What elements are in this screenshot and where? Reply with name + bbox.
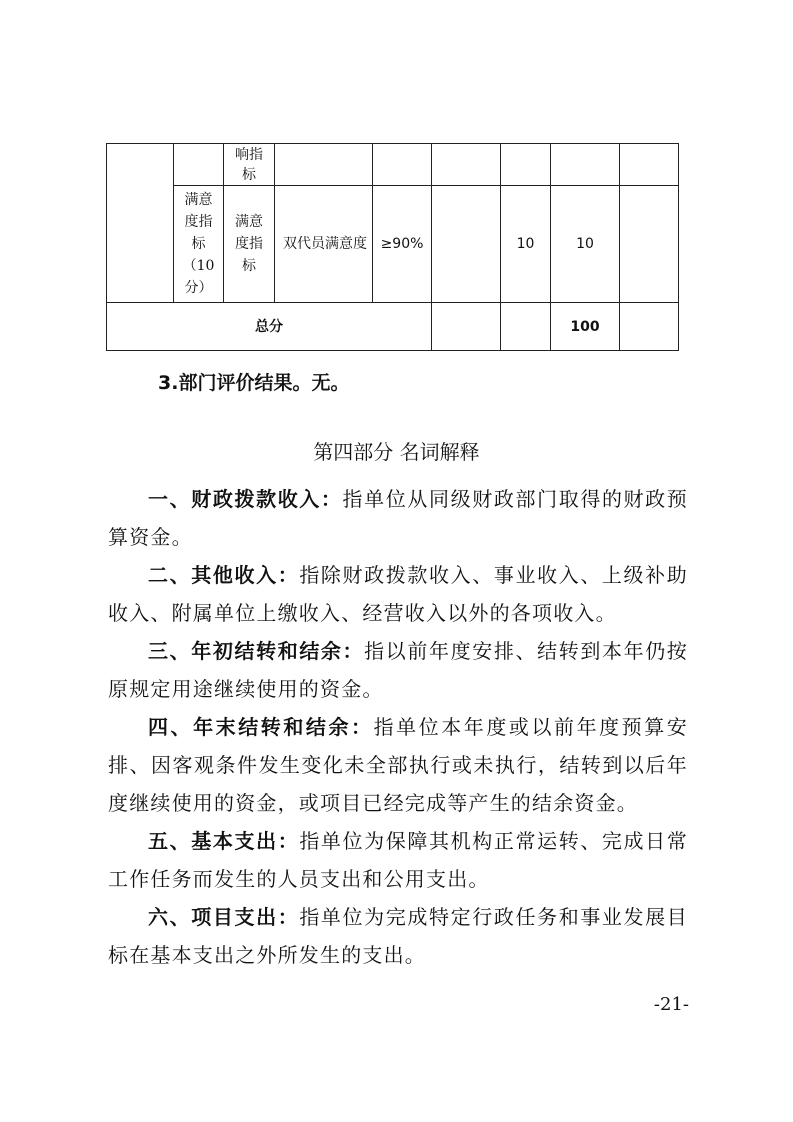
table-cell: 10	[501, 186, 551, 303]
table-cell	[432, 186, 501, 303]
table-cell: ≥90%	[373, 186, 432, 303]
table-cell	[620, 144, 679, 186]
definition-item	[108, 556, 688, 632]
definition-term: 四、年末结转和结余：	[148, 715, 374, 739]
definition-item	[108, 898, 688, 974]
table-cell	[501, 303, 551, 351]
definition-item	[108, 480, 688, 556]
definition-text: 指单位为完成特定行政任务和事业发展目标在基本支出之外所发生的支出。	[108, 905, 688, 967]
table-cell	[501, 144, 551, 186]
definition-text: 指以前年度安排、结转到本年仍按原规定用途继续使用的资金。	[108, 639, 689, 701]
performance-score-table	[106, 143, 679, 351]
definition-item	[108, 708, 688, 822]
definition-term: 二、其他收入：	[148, 563, 300, 587]
section-heading: 第四部分 名词解释	[313, 440, 480, 464]
definition-text: 指单位为保障其机构正常运转、完成日常工作任务而发生的人员支出和公用支出。	[108, 829, 688, 891]
table-cell: 10	[551, 186, 620, 303]
definition-item	[108, 822, 688, 898]
table-cell	[620, 186, 679, 303]
total-score: 100	[551, 303, 620, 351]
table-cell	[174, 144, 224, 186]
table-row-total	[107, 303, 679, 351]
table-cell	[275, 144, 373, 186]
definition-term: 三、年初结转和结余：	[148, 639, 365, 663]
table-cell: 满意度指标	[224, 186, 275, 303]
definition-text: 指单位从同级财政部门取得的财政预算资金。	[108, 487, 688, 549]
page-number: -21-	[653, 994, 689, 1015]
definition-text: 指单位本年度或以前年度预算安排、因客观条件发生变化未全部执行或未执行，结转到以后年度继续使用的资金，或项目已经完成等产生的结余资金。	[108, 715, 688, 815]
definitions-list	[108, 480, 688, 974]
table-cell	[373, 144, 432, 186]
table-cell	[620, 303, 679, 351]
definition-term: 五、基本支出：	[148, 829, 300, 853]
table-row	[107, 186, 679, 303]
definition-text: 指除财政拨款收入、事业收入、上级补助收入、附属单位上缴收入、经营收入以外的各项收入。	[108, 563, 688, 625]
table-cell	[107, 144, 174, 303]
definition-item	[108, 632, 688, 708]
table-cell: 响指标	[224, 144, 275, 186]
table-cell: 满意度指标（10分）	[174, 186, 224, 303]
total-label: 总分	[107, 303, 432, 351]
evaluation-result-line: 3.部门评价结果。无。	[158, 372, 350, 394]
table-cell	[551, 144, 620, 186]
table-cell	[432, 144, 501, 186]
definition-term: 六、项目支出：	[148, 905, 300, 929]
table-cell	[432, 303, 501, 351]
table-row	[107, 144, 679, 186]
definition-term: 一、财政拨款收入：	[148, 487, 343, 511]
table-cell: 双代员满意度	[275, 186, 373, 303]
